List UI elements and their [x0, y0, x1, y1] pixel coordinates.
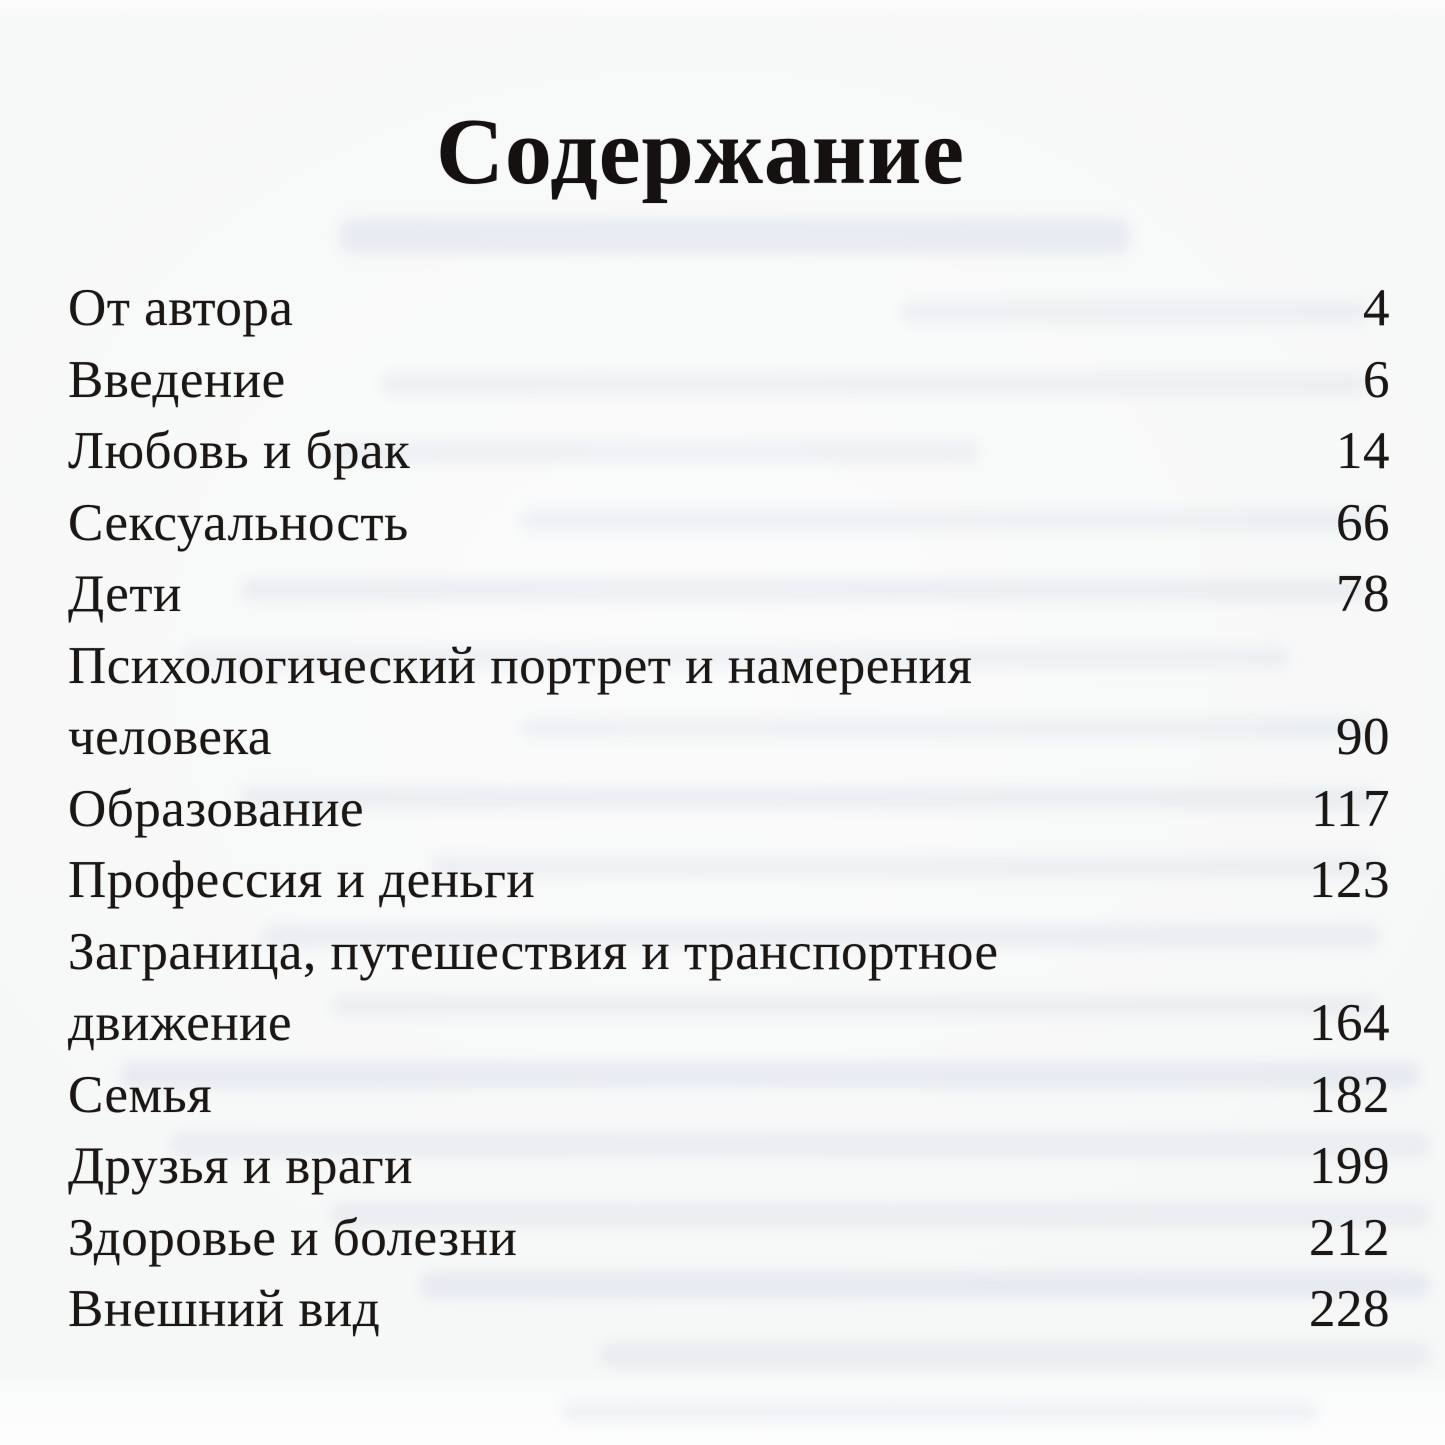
toc-entry-label: Введение [68, 350, 286, 409]
toc-entry [68, 1060, 1390, 1132]
toc-entry [68, 273, 1390, 345]
toc-entry [68, 488, 1390, 560]
table-of-contents [68, 273, 1390, 1346]
toc-entry [68, 1274, 1390, 1346]
toc-entry-page-number: 6 [1363, 350, 1390, 409]
toc-entry-page-number: 123 [1309, 851, 1390, 909]
bleed-through-line [340, 218, 1130, 254]
toc-entry [68, 1203, 1390, 1275]
toc-entry-page-number: 228 [1309, 1280, 1390, 1338]
toc-entry-label: Здоровье и болезни [68, 1208, 518, 1267]
toc-entry-page-number: 199 [1309, 1137, 1390, 1195]
toc-entry-page-number: 90 [1336, 708, 1390, 766]
toc-entry-label: Друзья и враги [68, 1137, 413, 1195]
toc-entry-label: Психологический портрет и намерения человека [68, 636, 973, 766]
contents-title: Содержание [436, 99, 965, 204]
toc-entry-label: От автора [68, 279, 294, 337]
toc-entry-label: Любовь и брак [68, 422, 411, 480]
toc-entry-page-number: 14 [1336, 422, 1390, 480]
toc-entry-label: Дети [68, 565, 182, 623]
toc-entry-label: Профессия и деньги [68, 851, 536, 909]
toc-entry-page-number: 78 [1336, 565, 1390, 623]
toc-entry [68, 1131, 1390, 1203]
bleed-through-line [600, 1342, 1430, 1368]
toc-entry-label: Внешний вид [68, 1280, 381, 1338]
toc-entry [68, 345, 1390, 417]
toc-entry-label: Образование [68, 779, 364, 838]
toc-entry [68, 774, 1390, 846]
toc-entry [68, 631, 1390, 774]
toc-entry-page-number: 164 [1309, 994, 1390, 1052]
toc-entry-page-number: 66 [1336, 493, 1390, 552]
bleed-through-line [560, 1400, 1320, 1424]
toc-entry-page-number: 4 [1363, 279, 1390, 337]
toc-entry-page-number: 212 [1309, 1208, 1390, 1267]
toc-entry [68, 416, 1390, 488]
toc-entry-page-number: 117 [1310, 779, 1390, 838]
toc-entry-page-number: 182 [1309, 1065, 1390, 1124]
toc-entry-label: Семья [68, 1065, 213, 1124]
toc-entry [68, 845, 1390, 917]
toc-entry [68, 917, 1390, 1060]
toc-entry [68, 559, 1390, 631]
toc-entry-label: Заграница, путешествия и транспортное движение [68, 922, 999, 1052]
toc-entry-label: Сексуальность [68, 493, 409, 552]
